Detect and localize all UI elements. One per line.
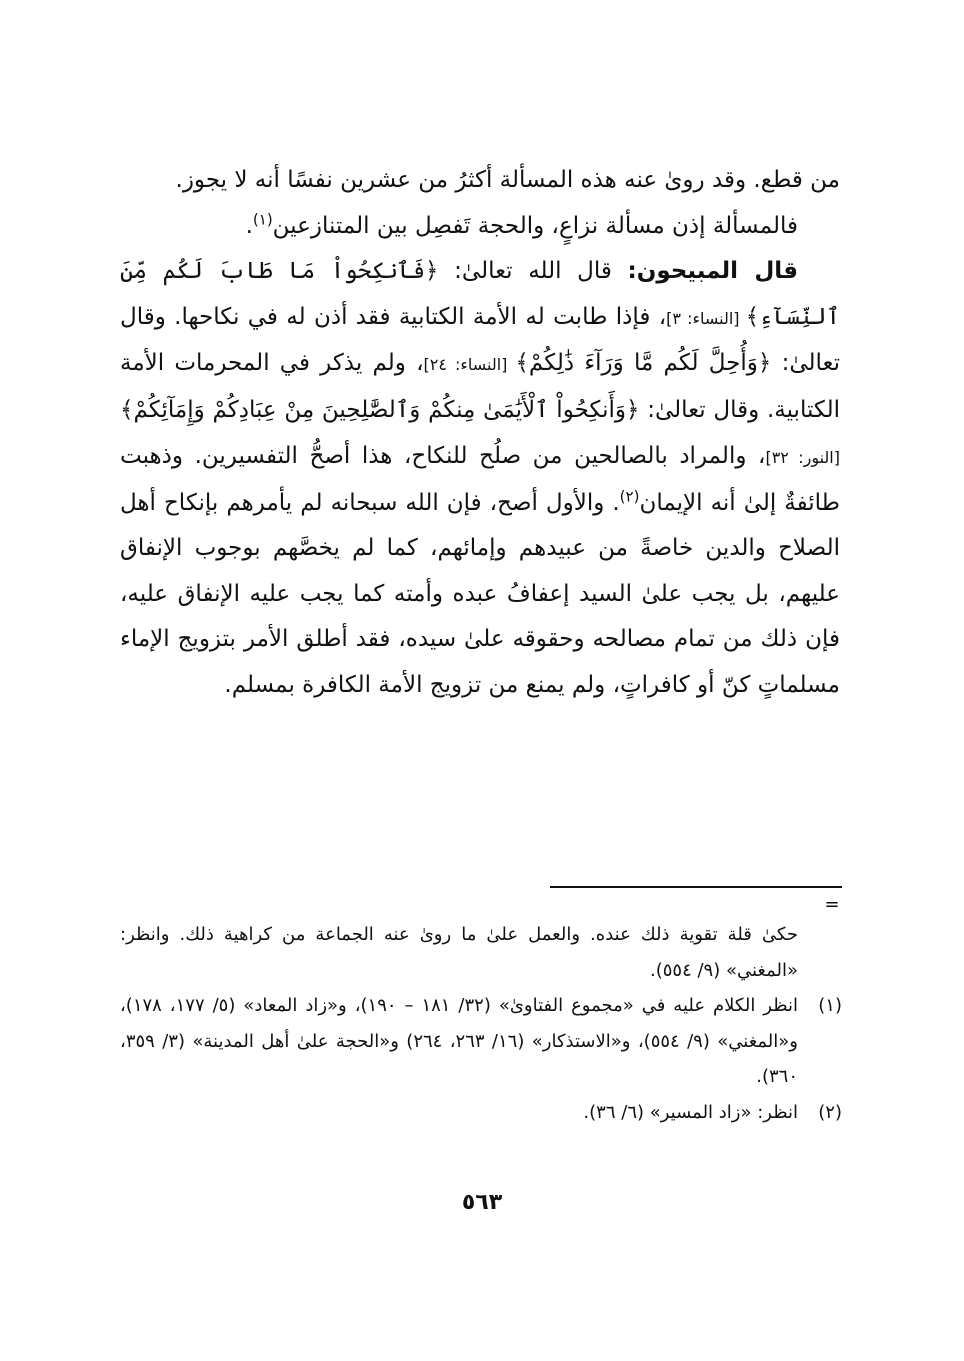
- verse-reference-3: [النور: ٣٢]: [765, 448, 840, 467]
- paragraph-2: [120, 204, 840, 250]
- quran-verse-2: ﴿وَأُحِلَّ لَكُم مَّا وَرَآءَ ذَٰلِكُمْ﴾: [515, 350, 772, 376]
- quran-verse-1: ﴿فَٱنكِحُواْ مَا طَابَ لَكُم مِّنَ ٱلنِّسَآءِ﴾: [120, 258, 841, 330]
- paragraph-1: [120, 158, 840, 204]
- verse-reference-2: [النساء: ٢٤]: [423, 355, 516, 374]
- footnote-continuation-text: حكىٰ قلة تقوية ذلك عنده. والعمل علىٰ ما روىٰ عنه الجماعة من كراهية ذلك. وانظر: «المغني» (٩/ ٥٥٤).: [120, 924, 798, 981]
- footnote-continuation: [120, 917, 842, 988]
- footnote-1-text: انظر الكلام عليه في «مجموع الفتاوىٰ» (٣٢/ ١٨١ – ١٩٠)، و«زاد المعاد» (٥/ ١٧٧، ١٧٨)، و«المغني» (٩/ ٥٥٤)، و«الاستذكار» (١٦/ ٢٦٣، ٢٦٤) و«الحجة علىٰ أهل المدينة» (٣/ ٣٥٩، ٣٦٠).: [120, 995, 798, 1087]
- paragraph-3-text-b: ، فإذا طابت له الأمة الكتابية فقد أذن له في نكاحها. وقال تعالىٰ:: [120, 303, 840, 376]
- footnote-separator: [550, 886, 842, 888]
- main-text-body: [120, 158, 840, 708]
- verse-reference-1: [النساء: ٣]: [666, 308, 746, 328]
- paragraph-3-label: قال المبيحون:: [627, 258, 799, 284]
- footnote-marker-2[interactable]: (٢): [619, 486, 640, 505]
- quran-verse-3: ﴿وَأَنكِحُواْ ٱلْأَيَٰمَىٰ مِنكُمْ وَٱلصَّٰلِحِينَ مِنْ عِبَادِكُمْ وَإِمَآئِكُمْ﴾: [120, 396, 640, 423]
- paragraph-3: [120, 249, 840, 708]
- paragraph-2-text: فالمسألة إذن مسألة نزاعٍ، والحجة تَفصِل بين المتنازعين: [272, 212, 798, 239]
- paragraph-3-text-c: ، ولم يذكر في المحرمات الأمة الكتابية. وقال تعالىٰ:: [120, 350, 841, 423]
- footnote-marker-1[interactable]: (١): [252, 209, 273, 228]
- paragraph-1-text: من قطع. وقد روىٰ عنه هذه المسألة أكثرُ من عشرين نفسًا أنه لا يجوز.: [175, 167, 840, 193]
- footnote-2-number: (٢): [818, 1101, 842, 1123]
- paragraph-3-text-e: . والأول أصح، فإن الله سبحانه لم يأمرهم بإنكاح أهل الصلاح والدين خاصةً من عبيدهم وإمائهم، كما لم يخصَّهم بوجوب الإنفاق عليهم، بل يجب علىٰ السيد إعفافُ عبده وأمته كما يجب عليه الإنفاق عليه، فإن ذلك من تمام مصالحه وحقوقه علىٰ سيده، فقد أطلق الأمر بتزويج الإماء مسلماتٍ كنّ أو كافراتٍ، ولم يمنع من تزويج الأمة الكافرة بمسلم.: [120, 489, 840, 698]
- footnote-continuation-mark: =: [824, 894, 840, 915]
- page-number: ٥٦٣: [461, 1190, 503, 1215]
- footnote-1-number: (١): [818, 995, 842, 1016]
- footnote-2-text: انظر: «زاد المسير» (٦/ ٣٦).: [583, 1101, 798, 1123]
- paragraph-3-text-a: قال الله تعالىٰ:: [438, 258, 628, 284]
- footnotes-section: [120, 917, 842, 1130]
- footnote-1: [120, 988, 842, 1095]
- footnote-2: [120, 1095, 842, 1131]
- paragraph-3-text-d: ، والمراد بالصالحين من صلُح للنكاح، هذا أصحُّ التفسيرين. وذهبت طائفةٌ إلىٰ أنه الإيمان: [120, 443, 840, 516]
- paragraph-2-end: .: [245, 212, 253, 239]
